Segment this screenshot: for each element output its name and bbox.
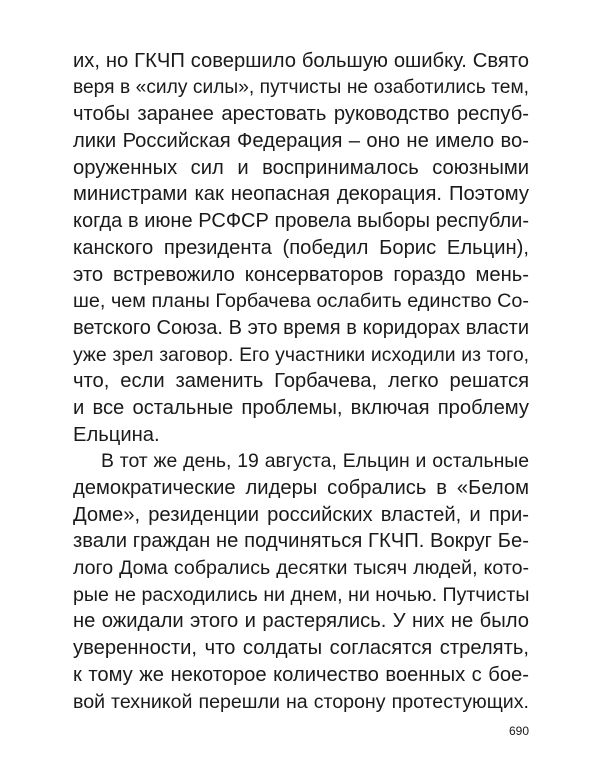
- text-line: их, но ГКЧП совершило большую ошибку. Свято: [73, 50, 529, 72]
- paragraph: [73, 48, 529, 448]
- text-line: вой техникой перешли на сторону протестующих.: [73, 690, 529, 713]
- text-line: канского президента (победил Борис Ельцин),: [73, 236, 529, 259]
- body-text: [73, 48, 529, 715]
- text-line: к тому же некоторое количество военных с бое-: [73, 663, 529, 686]
- text-line: когда в июне РСФСР провела выборы республи-: [73, 210, 529, 233]
- text-line: чтобы заранее арестовать руководство респуб-: [73, 103, 529, 126]
- text-line: демократические лидеры собрались в «Белом: [73, 477, 529, 499]
- text-line: лого Дома собрались десятки тысяч людей, кото-: [73, 557, 529, 580]
- text-line: ветского Союза. В это время в коридорах власти: [73, 316, 529, 339]
- text-line: рые не расходились ни днем, ни ночью. Путчисты: [73, 583, 530, 606]
- text-line: лики Российская Федерация – оно не имело во-: [73, 130, 529, 153]
- text-line: ше, чем планы Горбачева ослабить единство Со-: [73, 290, 529, 313]
- text-line: уверенности, что солдаты согласятся стрелять,: [73, 637, 529, 660]
- text-line: оруженных сил и воспринималось союзными: [73, 156, 529, 179]
- text-line: министрами как неопасная декорация. Поэтому: [73, 183, 529, 206]
- text-line: веря в «силу силы», путчисты не озаботились тем,: [73, 76, 529, 98]
- paragraph: [73, 448, 529, 715]
- text-line: и все остальные проблемы, включая проблему: [73, 396, 529, 419]
- text-line: В тот же день, 19 августа, Ельцин и остальные: [101, 450, 529, 473]
- text-line: это встревожило консерваторов гораздо мень-: [73, 263, 529, 286]
- page-number: 690: [508, 724, 529, 738]
- text-line: уже зрел заговор. Его участники исходили из того,: [73, 343, 529, 366]
- text-line: Доме», резиденции российских властей, и при-: [73, 503, 529, 526]
- text-line: не ожидали этого и растерялись. У них не было: [73, 610, 529, 633]
- text-line: что, если заменить Горбачева, легко решатся: [73, 370, 529, 393]
- text-line: Ельцина.: [73, 423, 160, 446]
- text-line: звали граждан не подчиняться ГКЧП. Вокруг Бе-: [73, 530, 529, 553]
